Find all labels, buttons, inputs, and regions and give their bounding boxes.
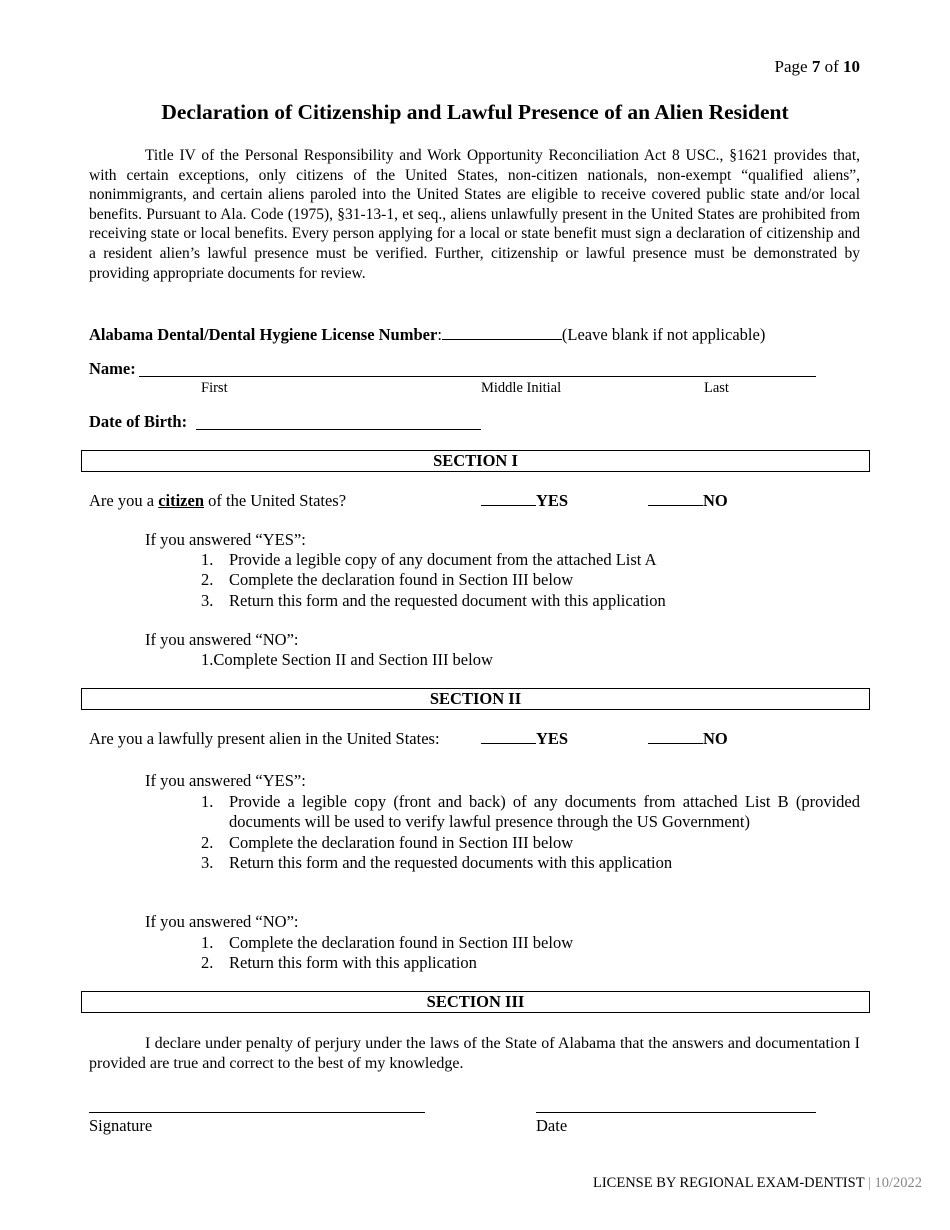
last-name-label: Last [704, 380, 729, 396]
declaration-paragraph: I declare under penalty of perjury under the laws of the State of Alabama that the answers and documentation I provided are true and correct to the best of my knowledge. [89, 1035, 860, 1072]
signature-field[interactable] [89, 1112, 425, 1113]
citizen-question: Are you a citizen of the United States? [89, 491, 347, 510]
section-1-if-yes-label: If you answered “YES”: [145, 530, 306, 549]
page-total: 10 [843, 57, 860, 76]
list-item: 2. Complete the declaration found in Section III below [201, 570, 574, 590]
section-2-if-yes-label: If you answered “YES”: [145, 771, 306, 790]
signature-label: Signature [89, 1116, 153, 1135]
citizen-yes-option[interactable]: YES [481, 491, 568, 511]
section-1-if-no-label: If you answered “NO”: [145, 630, 299, 649]
citizen-keyword: citizen [158, 491, 204, 510]
middle-initial-label: Middle Initial [481, 380, 562, 396]
lawful-yes-option[interactable]: YES [481, 729, 568, 749]
citizen-no-blank[interactable] [648, 491, 703, 506]
section-2-no-steps [201, 933, 860, 974]
section-1-yes-steps [201, 550, 860, 611]
section-2-header: SECTION II [81, 688, 870, 710]
list-item: 3. Return this form and the requested documents with this application [201, 853, 673, 873]
citizen-yes-blank[interactable] [481, 491, 536, 506]
page-current: 7 [811, 57, 821, 76]
license-note: (Leave blank if not applicable) [561, 325, 766, 344]
list-item: 2. Return this form with this application [201, 953, 477, 973]
list-item: 2. Complete the declaration found in Section III below [201, 832, 574, 852]
date-field[interactable] [536, 1112, 816, 1113]
list-item: 1. Provide a legible copy (front and back) of any documents from attached List B (provided documents will be used to verify lawful presence through the US Government) [201, 792, 860, 832]
section-3-header: SECTION III [81, 991, 870, 1013]
date-label: Date [536, 1116, 568, 1135]
license-number-label: Alabama Dental/Dental Hygiene License Number [89, 325, 438, 344]
lawful-presence-question: Are you a lawfully present alien in the United States: [89, 729, 440, 748]
lawful-no-blank[interactable] [648, 729, 703, 744]
section-1-no-step: 1.Complete Section II and Section III below [201, 650, 493, 669]
page-number [775, 57, 860, 77]
license-number-row: Alabama Dental/Dental Hygiene License Number: (Leave blank if not applicable) [89, 325, 766, 344]
section-2-yes-steps [201, 792, 860, 874]
document-title: Declaration of Citizenship and Lawful Presence of an Alien Resident [161, 100, 789, 124]
date-of-birth-label: Date of Birth: [89, 412, 188, 431]
first-name-label: First [201, 380, 228, 396]
section-1-header: SECTION I [81, 450, 870, 472]
intro-paragraph: Title IV of the Personal Responsibility and Work Opportunity Reconciliation Act 8 USC., §1621 provides that, with certain exceptions, only citizens of the United States, non-citizen nationals, non-exempt “qualified aliens”, nonimmigrants, and certain aliens paroled into the United States are eligible to receive covered public state and/or local benefits. Pursuant to Ala. Code (1975), §31-13-1, et seq., aliens unlawfully present in the United States are prohibited from receiving state or local benefits. Every person applying for a local or state benefit must sign a declaration of citizenship and a resident alien’s lawful presence must be verified. Further, citizenship or lawful presence must be demonstrated by providing appropriate documents for review. [89, 147, 860, 282]
list-item: 3. Return this form and the requested document with this application [201, 590, 666, 610]
footer-separator: | [867, 1175, 871, 1191]
lawful-no-option[interactable]: NO [648, 729, 728, 749]
name-label: Name: [89, 359, 136, 378]
footer-text: LICENSE BY REGIONAL EXAM-DENTIST [592, 1175, 865, 1191]
date-of-birth-field[interactable] [196, 429, 481, 430]
footer-date: 10/2022 [874, 1175, 922, 1191]
section-2-if-no-label: If you answered “NO”: [145, 912, 299, 931]
page-prefix: Page [774, 57, 808, 76]
lawful-yes-blank[interactable] [481, 729, 536, 744]
page-of: of [824, 57, 839, 76]
name-field[interactable] [139, 376, 816, 377]
license-number-field[interactable] [442, 325, 562, 340]
list-item: 1. Complete the declaration found in Section III below [201, 933, 574, 952]
citizen-no-option[interactable]: NO [648, 491, 728, 511]
page-footer [593, 1175, 922, 1192]
list-item: 1. Provide a legible copy of any document from the attached List A [201, 550, 657, 569]
